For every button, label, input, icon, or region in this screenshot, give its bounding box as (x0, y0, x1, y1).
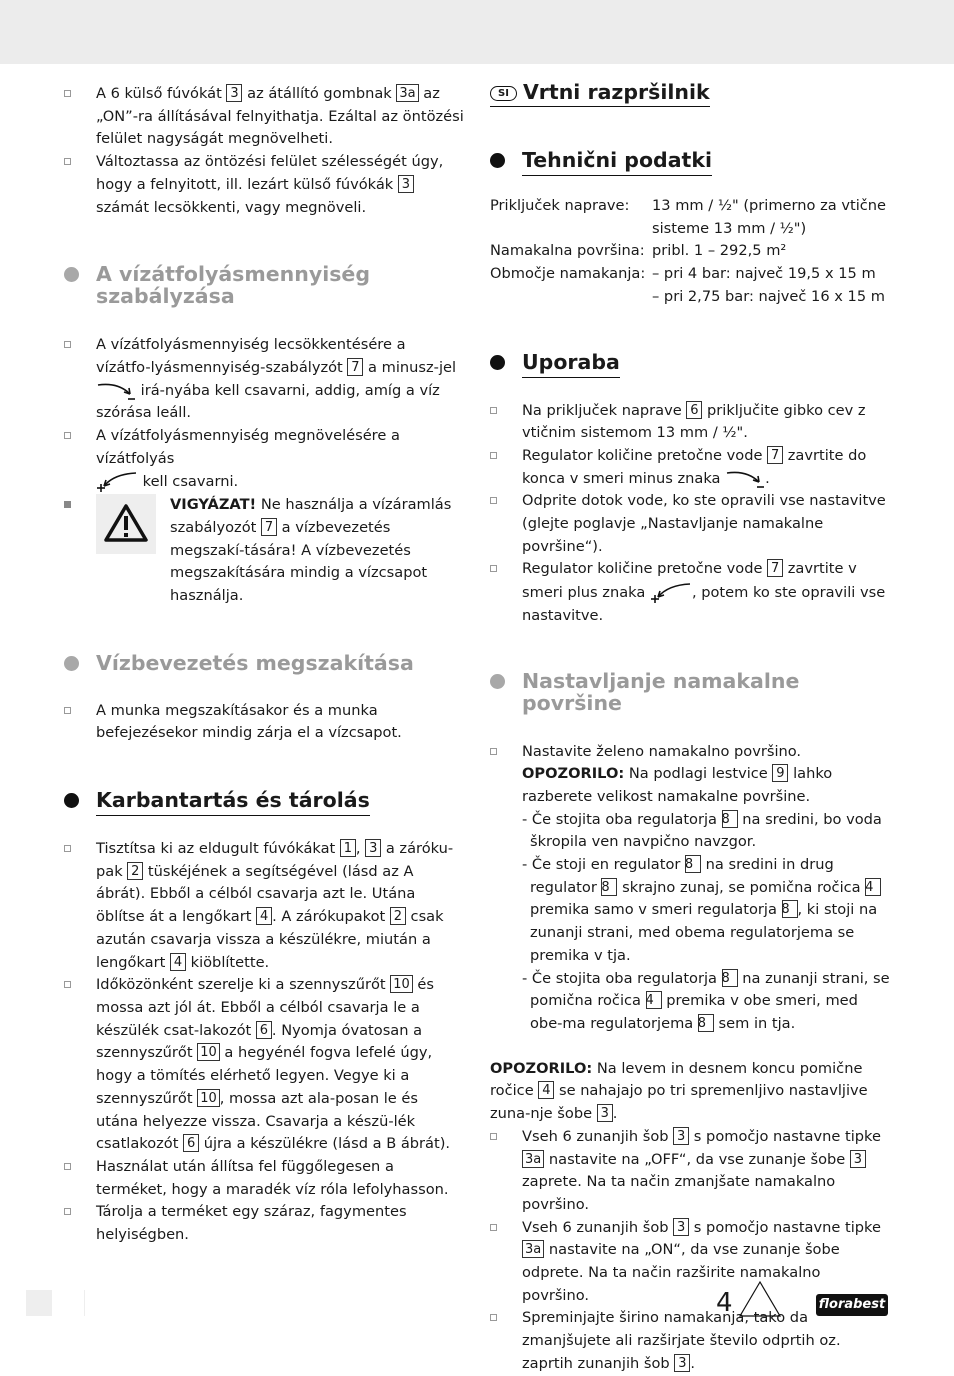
sub-item: - Če stojita oba regulatorja 8 na sredini, bo voda škropila ven navpično navzgor. (522, 810, 882, 851)
section-heading: A vízátfolyásmennyiség szabályzása (64, 263, 464, 307)
note-paragraph: OPOZORILO: Na levem in desnem koncu pomične ročice 4 se nahajajo po tri spremenljivo nastavljive zuna-nje šobe 3 . (490, 1059, 868, 1123)
warning-icon (96, 494, 156, 554)
left-column (64, 83, 464, 1247)
language-badge: SI (490, 86, 517, 101)
page-number: 4 (716, 1288, 733, 1318)
plus-turn-icon (650, 581, 692, 603)
minus-turn-icon (725, 468, 765, 488)
spec-row: – pri 2,75 bar: največ 16 x 15 m (652, 287, 885, 305)
header-bar (0, 0, 954, 64)
page-triangle-icon (738, 1280, 782, 1318)
list-item: Spreminjajte širino namakanja, tako da zmanjšujete ali razširjate število odprtih oz. zaprtih zunanjih šob 3 . (490, 1307, 890, 1375)
list-item: Vseh 6 zunanjih šob 3 s pomočjo nastavne tipke 3a nastavite na „ON“, da vse zunanje šobe odprete. Na ta način razširite namakalno površino. (490, 1217, 890, 1308)
list-item: Nastavite želeno namakalno površino. OPOZORILO: Na podlagi lestvice 9 lahko razberete velikost namakalne površine. - Če stojita oba regulatorja 8 na sredini, bo voda škropila ven navpično navzgor. - Če stoji en regulator 8 na sredini in drug regulator 8 skrajno zunaj, se pomična ročica 4 premika samo v smeri regulatorja 8 , ki stoji na zunanji strani, med obema regulatorjema se premika v tja. - Če stojita oba regulatorja 8 na zunanji strani, se pomična ročica 4 premika v obe smeri, med obe-ma regulatorjema 8 sem in tja. (490, 741, 890, 1036)
right-column (490, 80, 890, 1376)
section-heading: Tehnični podatki (490, 149, 890, 171)
list-item: Tárolja a terméket egy száraz, fagymentes helyiségben. (64, 1201, 464, 1246)
list-item: Időközönként szerelje ki a szennyszűrőt 10 és mossa azt jól át. Ebből a célból csavarja le a készülék csat-lakozót 6 . Nyomja óvatosan a szennyszűrőt 10 a hegyénél fogva lefelé úgy, hogy a tömítés elérhető legyen. Vegye ki a szennyszűrőt 10 , mossa azt ala-posan le és utána helyezze vissza. Csavarja a készü-lék csatlakozót 6 újra a készülékre (lásd a B ábrát). (64, 974, 464, 1156)
list-item: Odprite dotok vode, ko ste opravili vse nastavitve (glejte poglavje „Nastavljanje namakalne površine“). (490, 490, 890, 558)
section-heading: Uporaba (490, 351, 890, 373)
spec-row: Območje namakanja: – pri 4 bar: največ 19,5 x 15 m (490, 265, 876, 283)
list-item: Regulator količine pretočne vode 7 zavrtite do konca v smeri minus znaka . (490, 445, 890, 490)
plus-turn-icon (96, 470, 138, 492)
section-heading: Karbantartás és tárolás (64, 789, 464, 811)
list-item: A munka megszakításakor és a munka befejezésekor mindig zárja el a vízcsapot. (64, 700, 464, 745)
footer-marker (26, 1290, 52, 1316)
list-item: Tisztítsa ki az eldugult fúvókákat 1 , 3 a záróku-pak 2 tüskéjének a segítségével (lásd az A ábrát). Ebből a célból csavarja azt le. Utána öblítse át a lengőkart 4 . A zárókupakot 2 csak azután csavarja vissza a készülékre, miután a lengőkart 4 kiöblítette. (64, 838, 464, 974)
list-item: Regulator količine pretočne vode 7 zavrtite v smeri plus znaka , potem ko ste opravili vse nastavitve. (490, 558, 890, 627)
sub-item: - Če stoji en regulator 8 na sredini in drug regulator 8 skrajno zunaj, se pomična ročica 4 premika samo v smeri regulatorja 8 , ki stoji na zunanji strani, med obema regulatorjema se premika v tja. (522, 854, 890, 968)
list-item: A vízátfolyásmennyiség megnövelésére a vízátfolyás kell csavarni. (64, 425, 464, 494)
spec-table (490, 195, 890, 309)
spec-row: Priključek naprave: 13 mm / ½" (primerno za vtične sisteme 13 mm / ½") (490, 197, 887, 237)
brand-logo: florabest (816, 1294, 888, 1316)
section-heading: Vízbevezetés megszakítása (64, 652, 464, 674)
spec-row: Namakalna površina: pribl. 1 – 292,5 m² (490, 242, 787, 260)
sub-item: - Če stojita oba regulatorja 8 na zunanji strani, se pomična ročica 4 premika v obe smeri, med obe-ma regulatorjema 8 sem in tja. (522, 969, 890, 1032)
list-item: Változtassa az öntözési felület szélességét úgy, hogy a felnyitott, ill. lezárt külső fúvókák 3 számát lecsökkenti, vagy megnöveli. (64, 151, 464, 219)
list-item: Na priključek naprave 6 priključite gibko cev z vtičnim sistemom 13 mm / ½". (490, 400, 890, 445)
minus-turn-icon (96, 380, 136, 400)
footer-divider (84, 1290, 85, 1316)
list-item: A 6 külső fúvókát 3 az átállító gombnak 3a az „ON”-ra állításával felnyithatja. Ezáltal az öntözési felület nagyságát megnövelheti. (64, 83, 464, 151)
list-item: A vízátfolyásmennyiség lecsökkentésére a vízátfo-lyásmennyiség-szabályzót 7 a minusz-jel irá-nyába kell csavarni, addig, amíg a víz szórása leáll. (64, 334, 464, 425)
list-item: Vseh 6 zunanjih šob 3 s pomočjo nastavne tipke 3a nastavite na „OFF“, da vse zunanje šobe 3 zaprete. Na ta način zmanjšate namakalno površino. (490, 1126, 890, 1217)
section-heading: Nastavljanje namakalne površine (490, 670, 890, 714)
warning-block: VIGYÁZAT! Ne használja a vízáramlás szabályozót 7 a vízbevezetés megszakí-tására! A vízbevezetés megszakítására mindig a vízcsapot használja. (64, 494, 464, 608)
list-item: Használat után állítsa fel függőlegesen a terméket, hogy a maradék víz róla lefolyhasson. (64, 1156, 464, 1201)
language-title: SI Vrtni razpršilnik (490, 80, 890, 107)
